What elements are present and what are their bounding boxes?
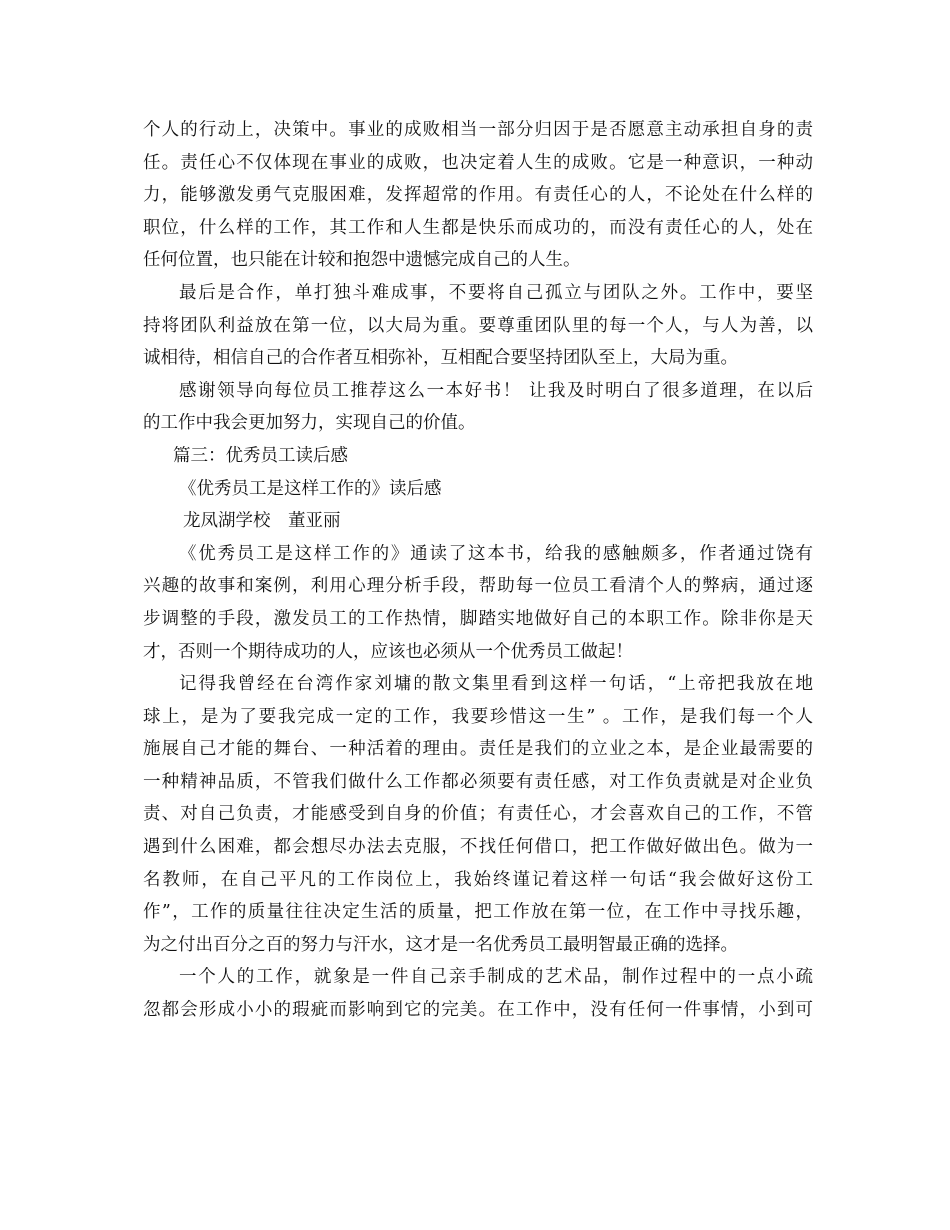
text-line: 施展自己才能的舞台、一种活着的理由。责任是我们的立业之本，是企业最需要的 bbox=[143, 739, 813, 760]
text-line: 名教师，在自己平凡的工作岗位上，我始终谨记着这样一句话“我会做好这份工 bbox=[143, 869, 813, 890]
section-heading: 篇三：优秀员工读后感 bbox=[173, 445, 348, 466]
text-line: 一个人的工作，就象是一件自己亲手制成的艺术品，制作过程中的一点小疏 bbox=[179, 967, 813, 988]
text-line: 作”，工作的质量往往决定生活的质量，把工作放在第一位，在工作中寻找乐趣， bbox=[143, 902, 813, 923]
text-line: 《优秀员工是这样工作的》通读了这本书，给我的感触颇多，作者通过饶有 bbox=[179, 543, 813, 564]
text-line: 诚相待，相信自己的合作者互相弥补，互相配合要坚持团队至上，大局为重。 bbox=[143, 348, 738, 369]
text-line: 职位，什么样的工作，其工作和人生都是快乐而成功的，而没有责任心的人，处在 bbox=[143, 217, 813, 238]
text-line: 为之付出百分之百的努力与汗水，这才是一名优秀员工最明智最正确的选择。 bbox=[143, 934, 738, 955]
text-line: 忽都会形成小小的瑕疵而影响到它的完美。在工作中，没有任何一件事情，小到可 bbox=[143, 1000, 813, 1021]
article-author: 龙凤湖学校 董亚丽 bbox=[183, 511, 341, 532]
text-line: 个人的行动上，决策中。事业的成败相当一部分归因于是否愿意主动承担自身的责 bbox=[143, 120, 813, 140]
text-line: 责、对自己负责，才能感受到自身的价值；有责任心，才会喜欢自己的工作，不管 bbox=[143, 804, 813, 825]
document-body bbox=[143, 114, 813, 1027]
text-line: 遇到什么困难，都会想尽办法去克服，不找任何借口，把工作做好做出色。做为一 bbox=[143, 837, 813, 858]
text-line: 兴趣的故事和案例，利用心理分析手段，帮助每一位员工看清个人的弊病，通过逐 bbox=[143, 576, 813, 597]
text-line: 球上，是为了要我完成一定的工作，我要珍惜这一生” 。工作，是我们每一个人 bbox=[143, 706, 813, 727]
text-line: 才，否则一个期待成功的人，应该也必须从一个优秀员工做起！ bbox=[143, 641, 633, 662]
text-line: 感谢领导向每位员工推荐这么一本好书！ 让我及时明白了很多道理，在以后 bbox=[179, 380, 813, 401]
text-line: 任。责任心不仅体现在事业的成败，也决定着人生的成败。它是一种意识，一种动 bbox=[143, 152, 813, 173]
text-line: 持将团队利益放在第一位，以大局为重。要尊重团队里的每一个人，与人为善，以 bbox=[143, 315, 813, 336]
text-line: 最后是合作，单打独斗难成事，不要将自己孤立与团队之外。工作中，要坚 bbox=[179, 282, 813, 303]
text-line: 任何位置，也只能在计较和抱怨中遗憾完成自己的人生。 bbox=[143, 250, 581, 271]
text-line: 步调整的手段，激发员工的工作热情，脚踏实地做好自己的本职工作。除非你是天 bbox=[143, 608, 813, 629]
text-line: 的工作中我会更加努力，实现自己的价值。 bbox=[143, 413, 476, 434]
text-line: 力，能够激发勇气克服困难，发挥超常的作用。有责任心的人，不论处在什么样的 bbox=[143, 185, 813, 206]
article-title: 《优秀员工是这样工作的》读后感 bbox=[179, 478, 442, 499]
text-line: 记得我曾经在台湾作家刘墉的散文集里看到这样一句话，“上帝把我放在地 bbox=[179, 674, 813, 695]
text-line: 一种精神品质，不管我们做什么工作都必须要有责任感，对工作负责就是对企业负 bbox=[143, 771, 813, 792]
